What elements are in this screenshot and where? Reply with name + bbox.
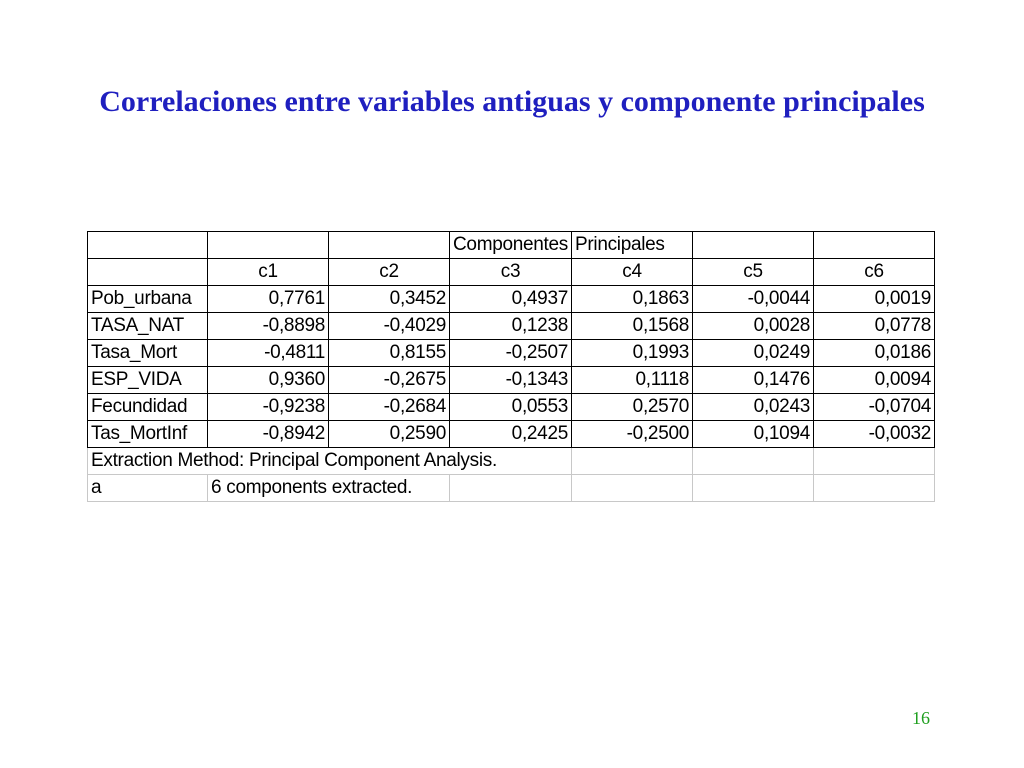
- header-cell-empty: [814, 232, 935, 259]
- page-number: 16: [912, 708, 930, 728]
- footnote-empty-cell: [572, 475, 693, 502]
- footnote-empty-cell: [693, 448, 814, 475]
- value-cell: 0,1476: [693, 367, 814, 394]
- group-header-componentes: Componentes: [450, 232, 572, 259]
- value-cell: 0,3452: [329, 286, 450, 313]
- value-cell: 0,8155: [329, 340, 450, 367]
- value-cell: 0,1238: [450, 313, 572, 340]
- footnote-method-row: [88, 448, 935, 475]
- value-cell: 0,7761: [208, 286, 329, 313]
- footnote-a-row: [88, 475, 935, 502]
- value-cell: -0,8942: [208, 421, 329, 448]
- value-cell: 0,0028: [693, 313, 814, 340]
- column-header: c1: [208, 259, 329, 286]
- value-cell: 0,0243: [693, 394, 814, 421]
- value-cell: -0,2684: [329, 394, 450, 421]
- footnote-empty-cell: [693, 475, 814, 502]
- value-cell: -0,0032: [814, 421, 935, 448]
- row-label: TASA_NAT: [88, 313, 208, 340]
- row-label: ESP_VIDA: [88, 367, 208, 394]
- header-cell-empty: [88, 232, 208, 259]
- value-cell: 0,1863: [572, 286, 693, 313]
- value-cell: 0,0094: [814, 367, 935, 394]
- header-cell-empty: [208, 232, 329, 259]
- footnote-method: Extraction Method: Principal Component Analysis.: [88, 448, 572, 475]
- footnote-empty-cell: [814, 475, 935, 502]
- value-cell: 0,1118: [572, 367, 693, 394]
- value-cell: 0,0186: [814, 340, 935, 367]
- table-row: [88, 394, 935, 421]
- footnote-empty-cell: [572, 448, 693, 475]
- value-cell: 0,9360: [208, 367, 329, 394]
- footnote-a-text: 6 components extracted.: [208, 475, 450, 502]
- value-cell: -0,0704: [814, 394, 935, 421]
- value-cell: 0,1094: [693, 421, 814, 448]
- value-cell: 0,0778: [814, 313, 935, 340]
- footnote-empty-cell: [450, 475, 572, 502]
- value-cell: -0,2507: [450, 340, 572, 367]
- value-cell: -0,4811: [208, 340, 329, 367]
- value-cell: 0,0019: [814, 286, 935, 313]
- value-cell: -0,2500: [572, 421, 693, 448]
- column-header: c3: [450, 259, 572, 286]
- row-label: Pob_urbana: [88, 286, 208, 313]
- header-cell-empty: [693, 232, 814, 259]
- value-cell: 0,2590: [329, 421, 450, 448]
- column-header-row: [88, 259, 935, 286]
- footnote-a-label: a: [88, 475, 208, 502]
- column-header: c5: [693, 259, 814, 286]
- table-row: [88, 340, 935, 367]
- value-cell: -0,0044: [693, 286, 814, 313]
- footnote-empty-cell: [814, 448, 935, 475]
- header-cell-empty: [329, 232, 450, 259]
- group-header-row: [88, 232, 935, 259]
- value-cell: 0,2425: [450, 421, 572, 448]
- value-cell: -0,9238: [208, 394, 329, 421]
- value-cell: -0,2675: [329, 367, 450, 394]
- value-cell: -0,4029: [329, 313, 450, 340]
- table-footnotes: [88, 448, 935, 502]
- table-row: [88, 286, 935, 313]
- value-cell: 0,4937: [450, 286, 572, 313]
- column-header: c4: [572, 259, 693, 286]
- row-label: Tas_MortInf: [88, 421, 208, 448]
- row-label: Fecundidad: [88, 394, 208, 421]
- correlation-table: [87, 231, 935, 502]
- value-cell: 0,0553: [450, 394, 572, 421]
- value-cell: -0,1343: [450, 367, 572, 394]
- group-header-principales: Principales: [572, 232, 693, 259]
- column-header: c2: [329, 259, 450, 286]
- slide-title: Correlaciones entre variables antiguas y componente principales: [99, 85, 925, 118]
- header-cell-empty: [88, 259, 208, 286]
- column-header: c6: [814, 259, 935, 286]
- value-cell: 0,1568: [572, 313, 693, 340]
- table-body: [88, 232, 935, 448]
- value-cell: 0,0249: [693, 340, 814, 367]
- value-cell: -0,8898: [208, 313, 329, 340]
- table-row: [88, 313, 935, 340]
- value-cell: 0,2570: [572, 394, 693, 421]
- row-label: Tasa_Mort: [88, 340, 208, 367]
- value-cell: 0,1993: [572, 340, 693, 367]
- table-row: [88, 421, 935, 448]
- table-row: [88, 367, 935, 394]
